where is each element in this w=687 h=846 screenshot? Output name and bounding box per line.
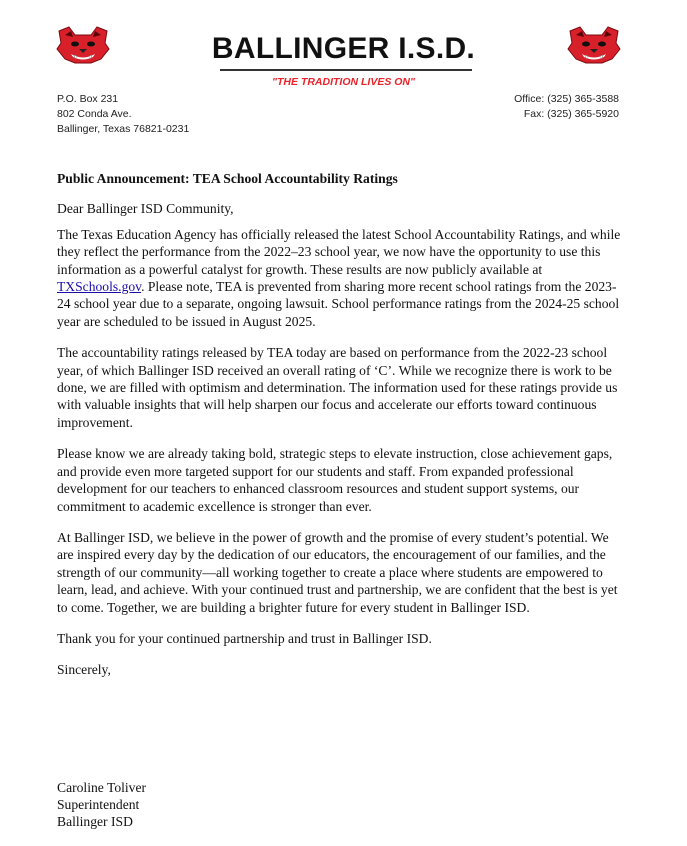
paragraph-3: Please know we are already taking bold, strategic steps to elevate instruction, close achievement gaps, and provide even more targeted support for our students and staff. From expanded professional development for our teachers to enhanced classroom resources and student support systems, our commitment to academic excellence is stronger than ever.: [57, 446, 613, 514]
paragraph-4: At Ballinger ISD, we believe in the power of growth and the promise of every student’s potential. We are inspired every day by the dedication of our educators, the encouragement of our families, and the strength of our community—all working together to create a place where students are empowered to learn, lead, and achieve. With your continued trust and partnership, we are confident that the best is yet to come. Together, we are building a brighter future for every student in Ballinger ISD.: [57, 529, 618, 615]
mailing-address: [57, 92, 189, 137]
signature-block: [57, 779, 146, 830]
district-motto: "THE TRADITION LIVES ON": [272, 76, 415, 88]
closing: Sincerely,: [57, 662, 111, 678]
address-line: P.O. Box 231: [57, 93, 119, 105]
paragraph-1: [57, 226, 627, 330]
paragraph-5: Thank you for your continued partnership and trust in Ballinger ISD.: [57, 630, 432, 646]
bearcat-logo-icon: [566, 25, 622, 65]
address-line: 802 Conda Ave.: [57, 108, 132, 120]
office-phone: Office: (325) 365-3588: [514, 93, 619, 105]
letter-body: [57, 170, 627, 693]
signer-title: Superintendent: [57, 797, 140, 812]
contact-info: [514, 92, 619, 122]
paragraph-1-text-cont: . Please note, TEA is prevented from sharing more recent school ratings from the 2023-24 school year due to a separate, ongoing lawsuit. School performance ratings from the 2024-25 school year are scheduled to be issued in August 2025.: [57, 279, 620, 329]
address-line: Ballinger, Texas 76821-0231: [57, 123, 190, 135]
txschools-link[interactable]: TXSchools.gov: [57, 279, 142, 295]
title-underline: [220, 69, 472, 71]
signer-name: Caroline Toliver: [57, 780, 147, 795]
greeting: Dear Ballinger ISD Community,: [57, 201, 234, 217]
paragraph-1-text: The Texas Education Agency has officially released the latest School Accountability Ratings, and while they reflect the performance from the 2022–23 school year, we now have the opportunity to use this information as a powerful catalyst for growth. These results are now publicly available at: [57, 226, 621, 277]
signer-organization: Ballinger ISD: [57, 814, 133, 829]
paragraph-2: The accountability ratings released by TEA today are based on performance from the 2022-23 school year, of which Ballinger ISD received an overall rating of ‘C’. While we recognize there is work to be done, we are filled with optimism and determination. The information used for these ratings provide us with valuable insights that will help sharpen our focus and accelerate our efforts toward continuous improvement.: [57, 345, 618, 430]
district-title: BALLINGER I.S.D.: [211, 32, 476, 65]
announcement-heading: Public Announcement: TEA School Accountability Ratings: [57, 171, 398, 186]
fax-number: Fax: (325) 365-5920: [523, 108, 619, 120]
